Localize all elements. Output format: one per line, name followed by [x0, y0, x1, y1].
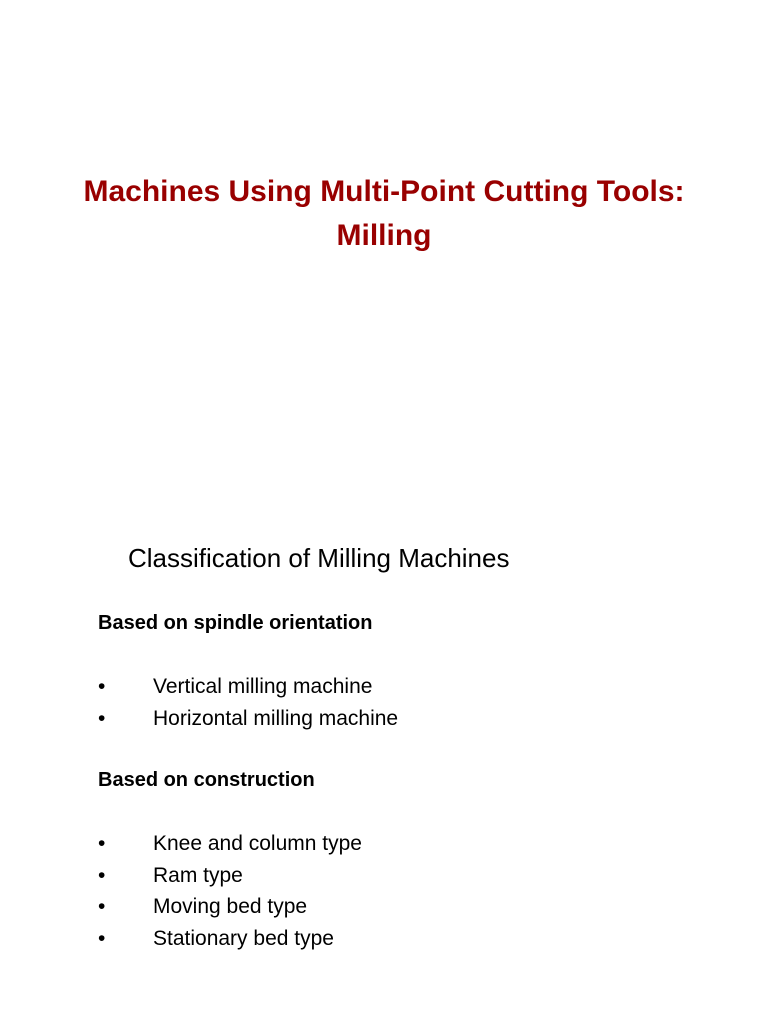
- title-line-1: Machines Using Multi-Point Cutting Tools:: [83, 175, 685, 208]
- bullet-icon: •: [98, 863, 106, 887]
- list-item-text: Knee and column type: [153, 832, 362, 855]
- title-line-2: Milling: [336, 219, 432, 252]
- bullet-icon: •: [98, 895, 106, 918]
- section-label-construction: Based on construction: [98, 769, 315, 791]
- bullet-icon: •: [98, 675, 106, 698]
- list-item-text: Vertical milling machine: [153, 675, 373, 698]
- list-item-text: Ram type: [153, 863, 243, 887]
- bullet-icon: •: [98, 832, 106, 855]
- classification-heading: Classification of Milling Machines: [128, 543, 510, 573]
- bullet-icon: •: [98, 926, 106, 950]
- list-item-text: Moving bed type: [153, 895, 308, 918]
- slide-title-heading: [0, 170, 768, 258]
- list-item-text: Horizontal milling machine: [153, 706, 399, 730]
- list-item-text: Stationary bed type: [153, 926, 334, 950]
- slide-classification: [0, 512, 768, 1024]
- section-label-spindle: Based on spindle orientation: [98, 612, 373, 634]
- bullet-icon: •: [98, 706, 106, 730]
